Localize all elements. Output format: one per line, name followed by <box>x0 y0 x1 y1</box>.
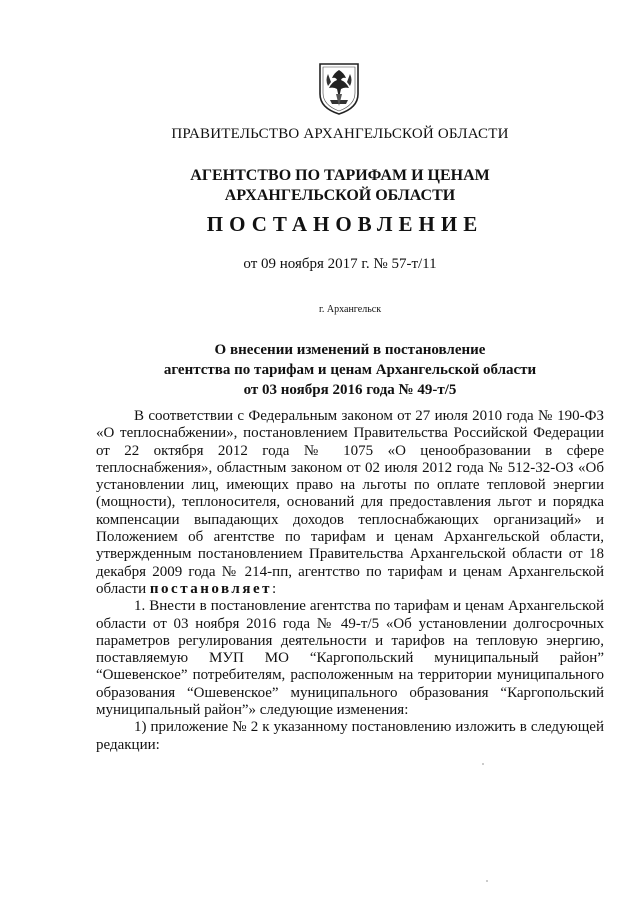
preamble-text: В соответствии с Федеральным законом от 27 июля 2010 года № 190-ФЗ «О теплоснабжении», постановлением Правительства Российской Федерации от 22 октября 2012 года № 1075 «О ценообразовании в сфере теплоснабжения», областным законом от 02 июля 2012 года № 512-32-ОЗ «Об установлении лиц, имеющих право на льготы по оплате тепловой энергии (мощности), теплоносителя, оснований для предоставления льгот и порядка компенсации выпадающих доходов теплоснабжающих организаций» и Положением об агентстве по тарифам и ценам Архангельской области, утвержденным постановлением Правительства Архангельской области от 18 декабря 2009 года № 214-пп, агентство по тарифам и ценам Архангельской области <box>96 408 604 597</box>
document-subject <box>0 340 640 400</box>
agency-name <box>0 166 640 206</box>
agency-name-line2: АРХАНГЕЛЬСКОЙ ОБЛАСТИ <box>224 187 456 204</box>
document-body <box>96 408 604 754</box>
subject-line1: О внесении изменений в постановление <box>214 342 486 358</box>
subject-line2: агентства по тарифам и ценам Архангельской области <box>163 362 537 378</box>
resolves-word: постановляет <box>149 580 272 597</box>
scan-speck <box>482 763 484 765</box>
item-1-1-paragraph: 1) приложение № 2 к указанному постановлению изложить в следующей редакции: <box>96 719 604 753</box>
document-type: ПОСТАНОВЛЕНИЕ <box>206 212 484 236</box>
item-1-paragraph: 1. Внести в постановление агентства по тарифам и ценам Архангельской области от 03 ноября 2016 года № 49-т/5 «Об установлении долгосрочных параметров регулирования деятельности и тарифов на тепловую энергию, поставляемую МУП МО “Каргопольский муниципальный район” “Ошевенское” потребителям, расположенным на территории муниципального образования “Ошевенское” муниципального образования “Каргопольский муниципальный район”» следующие изменения: <box>96 598 604 719</box>
scan-speck <box>486 880 488 882</box>
coat-of-arms-icon <box>316 60 362 116</box>
agency-name-line1: АГЕНТСТВО ПО ТАРИФАМ И ЦЕНАМ <box>190 167 490 184</box>
resolves-colon: : <box>272 580 277 597</box>
city-name: г. Архангельск <box>318 304 382 315</box>
government-name: ПРАВИТЕЛЬСТВО АРХАНГЕЛЬСКОЙ ОБЛАСТИ <box>171 126 509 142</box>
date-and-number: от 09 ноября 2017 г. № 57-т/11 <box>243 256 437 272</box>
preamble-paragraph <box>96 408 604 598</box>
subject-line3: от 03 ноября 2016 года № 49-т/5 <box>243 382 457 398</box>
